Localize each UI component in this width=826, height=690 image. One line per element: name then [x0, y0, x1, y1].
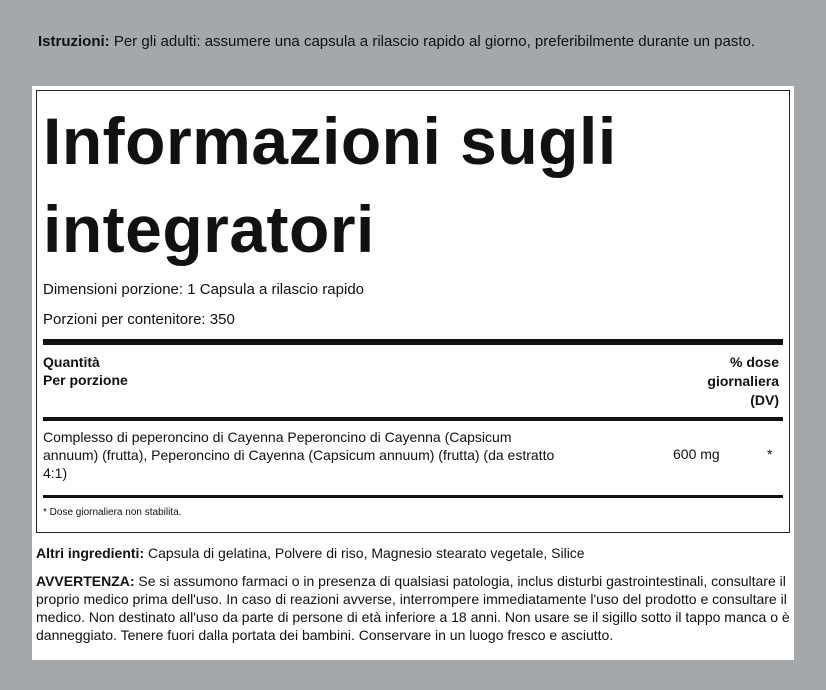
header-dv-line1: % dose: [729, 354, 779, 370]
instructions-text: [38, 31, 798, 53]
other-ingredients: [36, 544, 792, 562]
instructions-label: Istruzioni:: [38, 33, 110, 50]
ingredient-amount: 600 mg: [673, 446, 720, 462]
instructions-body: Per gli adulti: assumere una capsula a rilascio rapido al giorno, preferibilmente durante un pasto.: [109, 33, 756, 50]
label-panel: [32, 86, 794, 660]
serving-size: Dimensioni porzione: 1 Capsula a rilascio rapido: [43, 281, 364, 298]
header-amount-line1: Quantità: [43, 354, 100, 370]
header-dv-line2: giornaliera: [707, 373, 779, 389]
ingredient-dv: *: [767, 446, 773, 462]
other-ingredients-label: Altri ingredienti:: [36, 545, 145, 561]
header-amount: [43, 353, 128, 389]
header-dv-line3: (DV): [750, 392, 779, 408]
supplement-facts-box: [36, 90, 790, 533]
facts-title: Informazioni sugli integratori: [43, 104, 617, 266]
other-ingredients-body: Capsula di gelatina, Polvere di riso, Magnesio stearato vegetale, Silice: [144, 545, 585, 561]
servings-per-container: Porzioni per contenitore: 350: [43, 311, 235, 328]
divider-thick: [43, 339, 783, 345]
divider-header: [43, 417, 783, 421]
header-amount-line2: Per porzione: [43, 372, 128, 388]
warning-body: Se si assumono farmaci o in presenza di qualsiasi patologia, inclus disturbi gastrointestinali, consultare il proprio medico prima dell'uso. In caso di reazioni avverse, interrompere immediatamente l'uso del prodotto e consultare il medico. Non destinato all'uso da parte di persone di età inferiore a 18 anni. Non usare se il sigillo sotto il tappo manca o è danneggiato. Tenere fuori dalla portata dei bambini. Conservare in un luogo fresco e asciutto.: [36, 573, 790, 643]
divider-footer: [43, 495, 783, 498]
ingredient-row-name: Complesso di peperoncino di Cayenna Peperoncino di Cayenna (Capsicum annuum) (frutta), Peperoncino di Cayenna (Capsicum annuum) (frutta) (da estratto 4:1): [43, 429, 555, 481]
header-dv: [707, 353, 779, 410]
facts-footnote: * Dose giornaliera non stabilita.: [43, 507, 182, 518]
warning-label: AVVERTENZA:: [36, 573, 135, 589]
warning-text: [36, 572, 794, 644]
